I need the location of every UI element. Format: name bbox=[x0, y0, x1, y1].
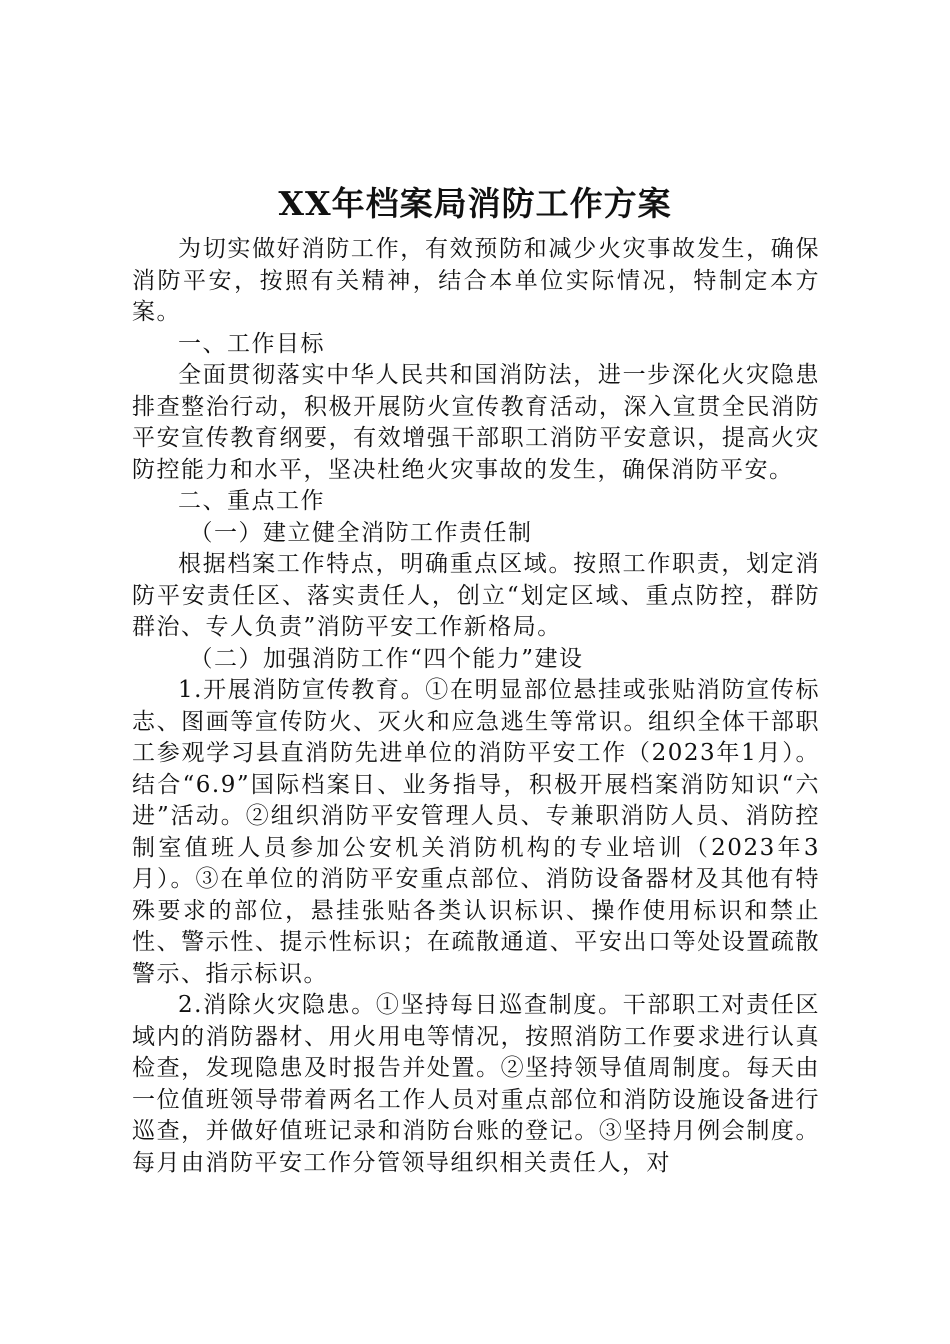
heading-work-goal: 一、工作目标 bbox=[178, 330, 325, 357]
subheading-four-abilities: （二）加强消防工作“四个能力”建设 bbox=[189, 645, 584, 672]
paragraph-intro: 为切实做好消防工作，有效预防和减少火灾事故发生，确保消防平安，按照有关精神，结合本单位实际情况，特制定本方案。 bbox=[132, 236, 820, 325]
paragraph-responsibility: 根据档案工作特点，明确重点区域。按照工作职责，划定消防平安责任区、落实责任人，创立“划定区域、重点防控，群防群治、专人负责”消防平安工作新格局。 bbox=[132, 551, 820, 640]
document-body bbox=[132, 234, 820, 1179]
document-title: XX年档案局消防工作方案 bbox=[278, 184, 672, 223]
subheading-responsibility: （一）建立健全消防工作责任制 bbox=[189, 519, 533, 546]
paragraph-work-goal: 全面贯彻落实中华人民共和国消防法，进一步深化火灾隐患排查整治行动，积极开展防火宣传教育活动，深入宣贯全民消防平安宣传教育纲要，有效增强干部职工消防平安意识，提高火灾防控能力和水平，坚决杜绝火灾事故的发生，确保消防平安。 bbox=[132, 362, 820, 483]
paragraph-publicity: 1.开展消防宣传教育。①在明显部位悬挂或张贴消防宣传标志、图画等宣传防火、灭火和应急逃生等常识。组织全体干部职工参观学习县直消防先进单位的消防平安工作（2023年1月）。结合“6.9”国际档案日、业务指导，积极开展档案消防知识“六进”活动。②组织消防平安管理人员、专兼职消防人员、消防控制室值班人员参加公安机关消防机构的专业培训（2023年3月）。③在单位的消防平安重点部位、消防设备器材及其他有特殊要求的部位，悬挂张贴各类认识标识、操作使用标识和禁止性、警示性、提示性标识；在疏散通道、平安出口等处设置疏散警示、指示标识。 bbox=[132, 677, 820, 987]
paragraph-hazards: 2.消除火灾隐患。①坚持每日巡查制度。干部职工对责任区域内的消防器材、用火用电等情况，按照消防工作要求进行认真检查，发现隐患及时报告并处置。②坚持领导值周制度。每天由一位值班领导带着两名工作人员对重点部位和消防设施设备进行巡查，并做好值班记录和消防台账的登记。③坚持月例会制度。每月由消防平安工作分管领导组织相关责任人，对 bbox=[132, 992, 820, 1176]
heading-key-work: 二、重点工作 bbox=[178, 488, 325, 514]
